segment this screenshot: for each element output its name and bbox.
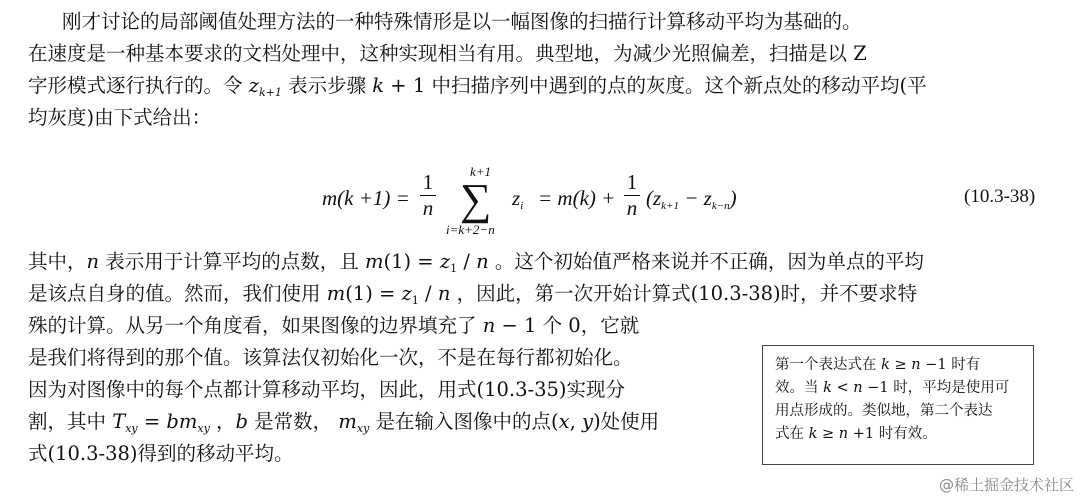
paragraph-line: 式(10.3-38)得到的移动平均。: [28, 442, 294, 465]
paragraph-line: [28, 74, 927, 98]
math-sub: k+1: [661, 200, 679, 212]
text-span: −1 时有: [920, 357, 981, 373]
math-var: m: [326, 282, 346, 305]
math-var: n: [86, 250, 100, 273]
math-var: x: [558, 410, 570, 433]
text-span: ，: [209, 410, 236, 433]
paragraph-line: 刚才讨论的局部阈值处理方法的一种特殊情形是以一幅图像的扫描行计算移动平均为基础的。: [62, 10, 862, 33]
math-sub: k−n: [711, 200, 730, 212]
text-span: 中扫描序列中遇到的点的灰度。这个新点处的移动平均(平: [425, 74, 927, 97]
math-sub: xy: [197, 422, 210, 435]
margin-note: [762, 345, 1034, 465]
fraction-numerator: 1: [422, 170, 434, 194]
text-span: 是在输入图像中的点(: [369, 410, 559, 433]
text-span: ≥: [889, 357, 912, 373]
math-sub: xy: [125, 422, 138, 435]
paragraph-line: [28, 314, 639, 338]
text-span: ,: [569, 410, 583, 433]
fraction-numerator: 1: [626, 170, 638, 194]
math-sub: 1: [411, 294, 419, 307]
equation-middle: = m(k) +: [538, 186, 616, 210]
math-var: k: [808, 426, 818, 442]
math-var: k: [372, 74, 385, 97]
text-span: ，因此，第一次开始计算式(10.3-38)时，并不要求特: [450, 282, 918, 305]
math-var: b: [235, 410, 248, 433]
watermark: @稀土掘金技术社区: [938, 476, 1074, 494]
sigma-symbol: ∑: [460, 175, 492, 224]
math-var: n: [853, 380, 863, 396]
text-span: =: [137, 410, 167, 433]
text-span: −1 时，平均是使用可: [862, 380, 1010, 396]
note-line: [775, 377, 1025, 400]
fraction-denominator: n: [422, 196, 434, 221]
note-line: [775, 354, 1025, 377]
sigma-lower-limit: i=k+2−n: [446, 222, 495, 237]
math-var: bm: [166, 410, 198, 433]
paragraph-line: [28, 282, 917, 306]
equation-lhs: m(k +1) =: [322, 186, 410, 210]
math-var: n: [911, 357, 921, 373]
text-span: + 1: [384, 74, 426, 97]
equation-tail: [646, 186, 737, 211]
fraction: [624, 170, 640, 221]
math-var: z: [401, 282, 412, 305]
text-span: 殊的计算。从另一个角度看，如果图像的边界填充了: [28, 314, 483, 337]
text-span: 。这个初始值严格来说并不正确，因为单点的平均: [488, 250, 924, 273]
text-span: <: [831, 380, 854, 396]
sigma-upper-limit: k+1: [470, 164, 492, 179]
text-span: 表示用于计算平均的点数，且: [99, 250, 365, 273]
math-var: m: [338, 410, 357, 433]
text-span: /: [457, 250, 477, 273]
text-span: − 1 个 0，它就: [495, 314, 640, 337]
text-span: (1) =: [383, 250, 440, 273]
text-span: 其中，: [28, 250, 87, 273]
paragraph-line: 是我们将得到的那个值。该算法仅初始化一次，不是在每行都初始化。: [28, 346, 633, 369]
math-sub: 1: [450, 262, 458, 275]
text-span: ≥: [817, 426, 839, 442]
math-var: k: [881, 357, 890, 373]
text-span: 字形模式逐行执行的。令: [28, 74, 249, 97]
text-span: 式在: [775, 426, 809, 442]
text-span: 割，其中: [28, 410, 113, 433]
math-var: z: [248, 74, 259, 97]
text-span: +1 时有效。: [848, 426, 937, 442]
math-var: n: [482, 314, 496, 337]
paragraph-line: 在速度是一种基本要求的文档处理中，这种实现相当有用。典型地，为减少光照偏差，扫描是以 Z: [28, 42, 867, 65]
math-var: n: [437, 282, 451, 305]
text-span: 效。当: [775, 380, 824, 396]
math-var: n: [476, 250, 489, 273]
math-sub: xy: [356, 422, 370, 435]
text-span: 第一个表达式在: [775, 357, 882, 373]
paragraph-line: 因为对图像中的每个点都计算移动平均，因此，用式(10.3-35)实现分: [28, 378, 626, 401]
paragraph-line: 均灰度)由下式给出：: [28, 106, 212, 129]
math-var: T: [112, 410, 126, 433]
text-span: 是该点自身的值。然而，我们使用: [28, 282, 327, 305]
math-var: z: [439, 250, 451, 273]
math-sub: k+1: [258, 86, 282, 99]
note-line: [775, 423, 1025, 446]
paragraph-line: [28, 410, 659, 434]
math-var: z: [512, 186, 521, 210]
math-text: (z: [646, 186, 662, 210]
math-sub: i: [520, 200, 524, 212]
math-var: n: [838, 426, 849, 442]
math-var: k: [823, 380, 832, 396]
note-line: 用点形成的。类似地，第二个表达: [775, 403, 993, 419]
equation-number: (10.3-38): [964, 186, 1036, 207]
fraction: [420, 170, 436, 221]
fraction-denominator: n: [626, 196, 638, 221]
math-var: y: [582, 410, 594, 433]
text-span: 表示步骤: [281, 74, 373, 97]
text-span: 是常数，: [247, 410, 339, 433]
math-text: ): [729, 186, 737, 210]
math-text: − z: [678, 186, 712, 210]
text-span: )处使用: [593, 410, 660, 433]
text-span: /: [418, 282, 438, 305]
paragraph-line: [28, 250, 924, 274]
math-var: [512, 186, 523, 211]
math-var: m: [364, 250, 384, 273]
text-span: (1) =: [345, 282, 402, 305]
